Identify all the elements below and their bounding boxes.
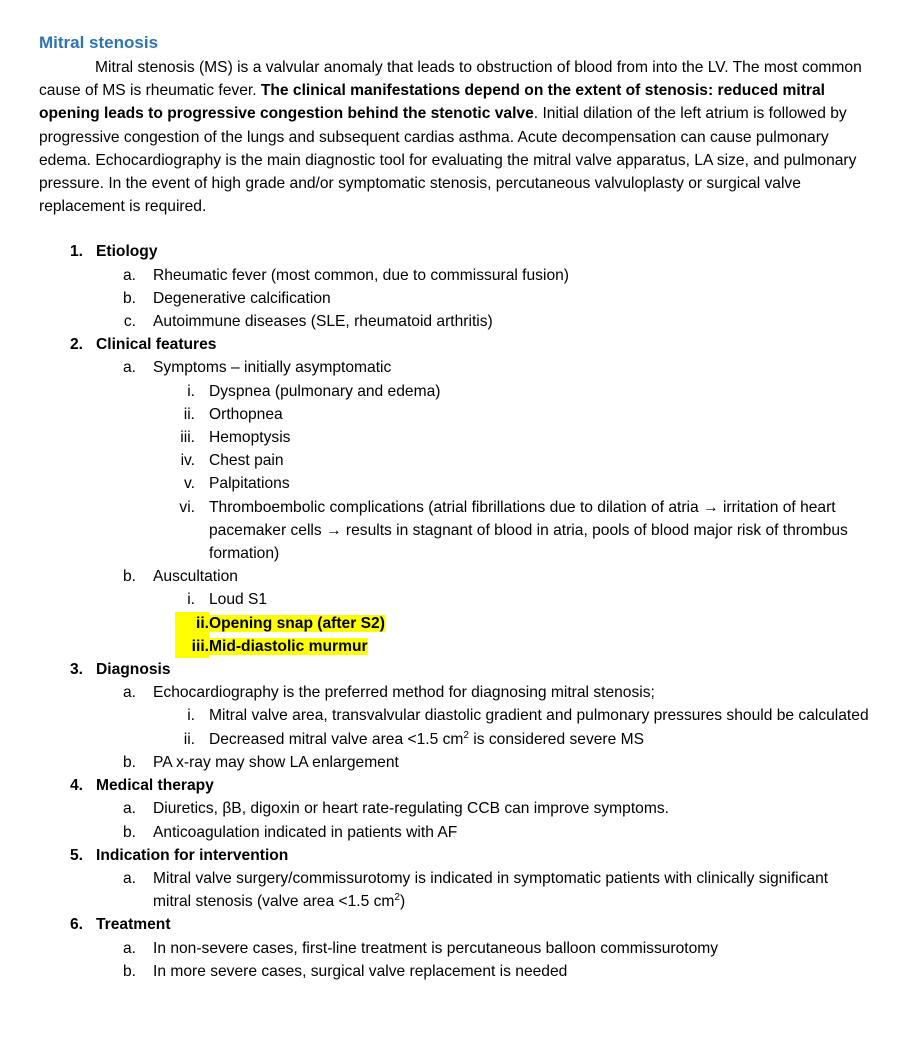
section-heading: Treatment [96, 916, 171, 934]
superscript: 2 [394, 891, 400, 903]
item-text: Orthopnea [209, 405, 283, 423]
list-item [39, 496, 869, 566]
item-text: Loud S1 [209, 591, 268, 609]
item-text-part: is considered severe MS [468, 730, 645, 748]
superscript: 2 [463, 729, 469, 741]
item-number: v. [184, 475, 195, 493]
item-number: ii. [175, 612, 209, 635]
list-item [39, 867, 869, 913]
item-text: Anticoagulation indicated in patients with AF [153, 823, 458, 841]
item-text: Thromboembolic complications (atrial fibrillations due to dilation of atria → irritation of heart pacemaker cells → results in stagnant of blood in atria, pools of blood major risk of thrombus formation) [209, 498, 848, 563]
intro-paragraph [39, 56, 869, 218]
item-text: Hemoptysis [209, 429, 291, 447]
section-heading: Indication for intervention [96, 846, 289, 864]
item-text: Autoimmune diseases (SLE, rheumatoid arthritis) [153, 313, 493, 331]
list-item [39, 704, 869, 727]
item-number: a. [122, 869, 136, 887]
list-item [39, 356, 869, 379]
item-text-part: Decreased mitral valve area <1.5 cm [209, 730, 464, 748]
highlighted-text: Opening snap (after S2) [209, 614, 385, 632]
item-number: b. [122, 823, 136, 841]
item-text: Diuretics, βB, digoxin or heart rate-regulating CCB can improve symptoms. [153, 800, 669, 818]
list-item [39, 240, 869, 263]
item-text [209, 728, 869, 751]
highlighted-list-item [39, 635, 869, 658]
item-number: a. [122, 266, 136, 284]
item-number: 3. [69, 661, 83, 679]
list-item [39, 844, 869, 867]
list-item [39, 310, 869, 333]
list-item [39, 821, 869, 844]
item-number: a. [122, 939, 136, 957]
intro-text-2: . Initial dilation of the left atrium is followed by progressive congestion of the lungs and subsequent cardias asthma. Acute decompensation can cause pulmonary edema. Echocardiography is the main diagnostic tool for evaluating the mitral valve apparatus, LA size, and pulmonary pressure. In the event of high grade and/or symptomatic stenosis, percutaneous valvuloplasty or surgical valve replacement is required. [39, 105, 857, 216]
item-number: 1. [69, 243, 83, 261]
outline-list [39, 240, 869, 983]
item-number: iii. [180, 429, 195, 447]
item-number: a. [122, 684, 136, 702]
list-item [39, 937, 869, 960]
list-item [39, 449, 869, 472]
list-item [39, 797, 869, 820]
page-title: Mitral stenosis [39, 33, 159, 52]
document-page [39, 30, 869, 983]
list-item [39, 658, 869, 681]
list-item [39, 774, 869, 797]
item-text: Mitral valve area, transvalvular diastolic gradient and pulmonary pressures should be calculated [209, 707, 869, 725]
item-number: 6. [69, 916, 83, 934]
item-text: Auscultation [153, 568, 238, 586]
item-text: Palpitations [209, 475, 290, 493]
item-text: Echocardiography is the preferred method for diagnosing mitral stenosis; [153, 684, 655, 702]
item-text: In non-severe cases, first-line treatment is percutaneous balloon commissurotomy [153, 939, 719, 957]
item-number: a. [122, 800, 136, 818]
item-number: b. [122, 289, 136, 307]
item-text: Symptoms – initially asymptomatic [153, 359, 392, 377]
section-heading: Diagnosis [96, 661, 171, 679]
item-text [153, 867, 869, 913]
list-item [39, 565, 869, 588]
list-item [39, 333, 869, 356]
intro-text-1: Mitral stenosis (MS) is a valvular anomaly that leads to obstruction of blood from into the LV. The most common cause of MS is rheumatic fever. [39, 59, 862, 100]
item-number: ii. [183, 405, 195, 423]
section-heading: Medical therapy [96, 777, 214, 795]
item-text: Chest pain [209, 452, 284, 470]
item-number: b. [122, 753, 136, 771]
item-number: a. [122, 359, 136, 377]
section-heading: Etiology [96, 243, 158, 261]
list-item [39, 426, 869, 449]
highlighted-list-item [39, 612, 869, 635]
item-text-part: ) [399, 893, 406, 911]
highlighted-text: Mid-diastolic murmur [209, 637, 368, 655]
item-number: b. [122, 568, 136, 586]
list-item [39, 681, 869, 704]
item-text-part: Mitral valve surgery/commissurotomy is indicated in symptomatic patients with clinically significant mitral stenosis (valve area <1.5 cm [153, 869, 829, 911]
list-item [39, 403, 869, 426]
item-text: Dyspnea (pulmonary and edema) [209, 382, 441, 400]
list-item [39, 588, 869, 611]
list-item [39, 472, 869, 495]
item-number: b. [122, 962, 136, 980]
item-number: i. [187, 382, 195, 400]
list-item [39, 913, 869, 936]
item-number: i. [187, 707, 195, 725]
item-number: 4. [69, 777, 83, 795]
item-number: c. [123, 313, 136, 331]
list-item [39, 960, 869, 983]
list-item [39, 380, 869, 403]
item-number: 5. [69, 846, 83, 864]
item-number: iv. [180, 452, 195, 470]
item-number: 2. [69, 336, 83, 354]
list-item [39, 287, 869, 310]
item-number: ii. [183, 730, 195, 748]
item-text: Degenerative calcification [153, 289, 331, 307]
list-item [39, 728, 869, 751]
item-number: i. [187, 591, 195, 609]
item-text: Rheumatic fever (most common, due to commissural fusion) [153, 266, 569, 284]
item-number: iii. [175, 635, 209, 658]
list-item [39, 751, 869, 774]
section-heading: Clinical features [96, 336, 217, 354]
item-number: vi. [179, 498, 195, 516]
item-text: PA x-ray may show LA enlargement [153, 753, 399, 771]
intro-bold-text: The clinical manifestations depend on the extent of stenosis: reduced mitral opening leads to progressive congestion behind the stenotic valve [39, 82, 825, 123]
list-item [39, 264, 869, 287]
item-text: In more severe cases, surgical valve replacement is needed [153, 962, 568, 980]
